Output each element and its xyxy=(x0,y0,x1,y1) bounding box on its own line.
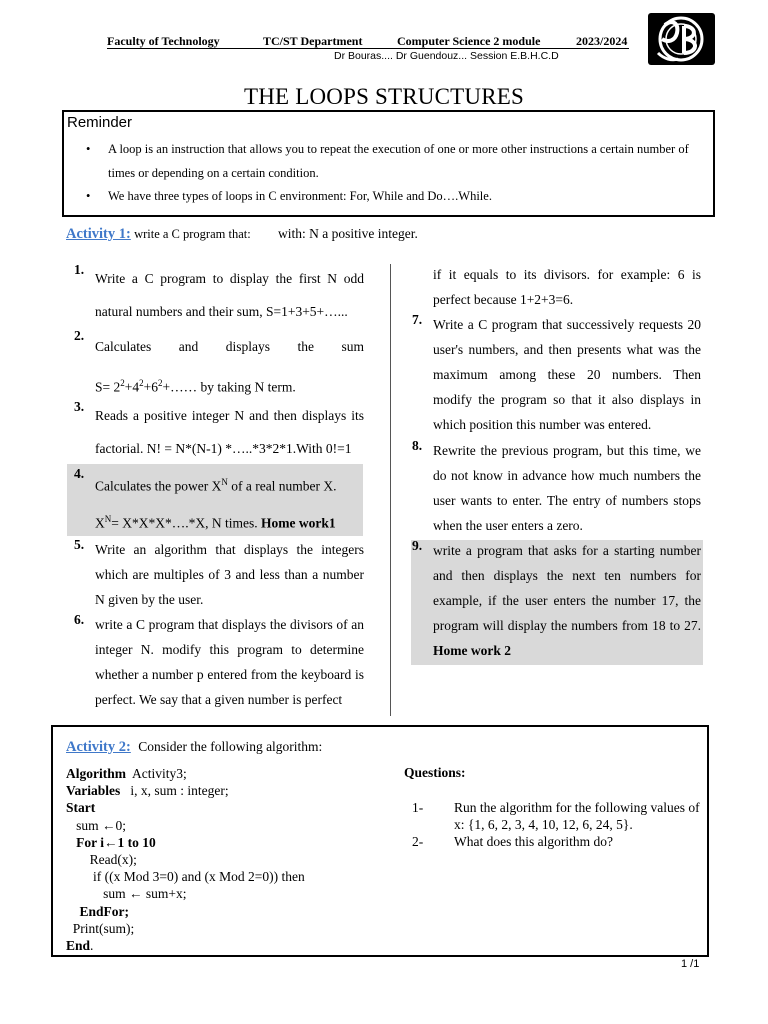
algo-line: sum ← sum+x; xyxy=(66,886,187,902)
list-item xyxy=(86,185,706,209)
list-item xyxy=(86,138,706,185)
reminder-text: A loop is an instruction that allows you to repeat the execution of one or more other instructions a certain number of times or depending on a certain condition. xyxy=(108,142,689,180)
activity1-label: Activity 1: xyxy=(66,226,131,242)
algo-keyword: Algorithm xyxy=(66,766,126,781)
activity2-heading xyxy=(66,739,322,756)
homework-label: Home work1 xyxy=(260,515,336,530)
item-text xyxy=(433,538,701,663)
text-part: of a real number X. xyxy=(227,478,337,494)
activity1-description: write a C program that: xyxy=(134,227,251,241)
header-rule xyxy=(107,48,629,49)
activity1-with: with: N a positive integer. xyxy=(277,226,418,241)
questions-title: Questions: xyxy=(404,765,466,780)
item-text xyxy=(95,466,364,539)
homework-label: Home work 2 xyxy=(433,643,511,658)
column-divider xyxy=(390,264,391,716)
item-number: 6. xyxy=(74,612,85,627)
algo-line xyxy=(66,937,305,954)
algo-line xyxy=(66,782,305,799)
formula-part: +6 xyxy=(143,379,158,395)
item-number: 9. xyxy=(412,538,423,553)
algo-keyword: End xyxy=(66,938,91,954)
item-text: Write a C program that successively requests 20 user's numbers, and then presents what was the maximum among these 20 numbers. Then modify the program so that it also displays in which position this number was entered. xyxy=(433,317,701,432)
algo-line: sum ←0; xyxy=(66,817,127,833)
reminder-title: Reminder xyxy=(67,114,133,131)
algorithm-block xyxy=(66,765,305,954)
algo-line xyxy=(66,799,305,816)
item-number: 3. xyxy=(74,399,85,414)
question-number: 2- xyxy=(412,834,424,849)
item-number: 8. xyxy=(412,438,423,453)
header-module: Computer Science 2 module xyxy=(397,34,541,48)
text-part: X xyxy=(95,515,105,530)
algo-keyword: EndFor; xyxy=(66,903,130,919)
header-authors: Dr Bouras.... Dr Guendouz... Session E.B.H.C.D xyxy=(334,50,559,62)
university-logo-icon xyxy=(648,13,715,65)
formula-sup: N xyxy=(221,477,228,487)
bullet-icon: • xyxy=(86,142,91,156)
page-number: 1 /1 xyxy=(681,958,700,970)
item-number: 7. xyxy=(412,312,423,327)
algo-text: Activity3; xyxy=(126,766,187,781)
algo-keyword: Variables xyxy=(66,783,121,799)
question-text: Run the algorithm for the following values of x: {1, 6, 2, 3, 4, 10, 12, 6, 24, 5}. xyxy=(454,800,700,832)
item-number: 4. xyxy=(74,466,85,481)
algo-line: Print(sum); xyxy=(66,920,135,936)
page-title: THE LOOPS STRUCTURES xyxy=(243,84,525,109)
text-part: = X*X*X*….*X, N times. xyxy=(111,515,261,530)
reminder-list xyxy=(86,138,706,209)
activity2-description: Consider the following algorithm: xyxy=(138,739,323,754)
formula-part: S= 2 xyxy=(95,379,121,395)
algo-keyword: Start xyxy=(66,800,96,816)
algo-keyword: For i←1 to 10 xyxy=(66,834,156,850)
algo-line xyxy=(66,765,305,782)
item-text: Rewrite the previous program, but this time, we do not know in advance how much numbers the user wants to enter. The entry of numbers stops when the user enters a zero. xyxy=(433,443,701,533)
text-part: Calculates the power X xyxy=(95,478,222,494)
algo-text: . xyxy=(90,938,94,954)
question-number: 1- xyxy=(412,800,424,815)
item-text: Write an algorithm that displays the integers which are multiples of 3 and less than a number N given by the user. xyxy=(95,542,364,607)
activity1-heading xyxy=(66,226,418,243)
item-text xyxy=(95,328,364,406)
item-text: write a C program that displays the divisors of an integer N. modify this program to determine whether a number p entered from the keyboard is perfect. We say that a given number is perfect xyxy=(95,617,364,707)
formula-sup: 2 xyxy=(158,378,163,388)
activity2-label: Activity 2: xyxy=(66,739,131,755)
item-continuation: if it equals to its divisors. for example: 6 is perfect because 1+2+3=6. xyxy=(433,267,701,307)
header-faculty: Faculty of Technology xyxy=(107,34,220,48)
item-number: 1. xyxy=(74,262,85,277)
item-number: 5. xyxy=(74,537,85,552)
item-text: Write a C program to display the first N odd natural numbers and their sum, S=1+3+5+…... xyxy=(95,271,364,319)
item-line: Calculates and displays the sum xyxy=(95,339,364,354)
power-line xyxy=(95,466,364,503)
formula-sup: 2 xyxy=(139,378,144,388)
algo-line xyxy=(66,903,305,920)
item-body: write a program that asks for a starting number and then displays the next ten numbers for example, if the user enters the number 17, the program will display the numbers from 18 to 27. xyxy=(433,543,701,633)
item-number: 2. xyxy=(74,328,85,343)
power-formula xyxy=(95,503,364,540)
algo-line: if ((x Mod 3=0) and (x Mod 2=0)) then xyxy=(66,869,305,885)
formula-sup: 2 xyxy=(120,378,125,388)
question-text: What does this algorithm do? xyxy=(454,834,613,849)
formula-part: +4 xyxy=(124,379,140,395)
bullet-icon: • xyxy=(86,189,91,203)
item-text: Reads a positive integer N and then displays its factorial. N! = N*(N-1) *…..*3*2*1.With 0!=1 xyxy=(95,408,364,456)
header-department: TC/ST Department xyxy=(263,34,363,48)
header-year: 2023/2024 xyxy=(576,34,628,48)
formula-sup: N xyxy=(104,513,112,524)
algo-line: Read(x); xyxy=(66,852,137,868)
algo-line xyxy=(66,834,305,851)
reminder-text: We have three types of loops in C environment: For, While and Do….While. xyxy=(108,189,492,203)
formula-part: +…… by taking N term. xyxy=(162,379,296,395)
algo-text: i, x, sum : integer; xyxy=(120,783,229,799)
